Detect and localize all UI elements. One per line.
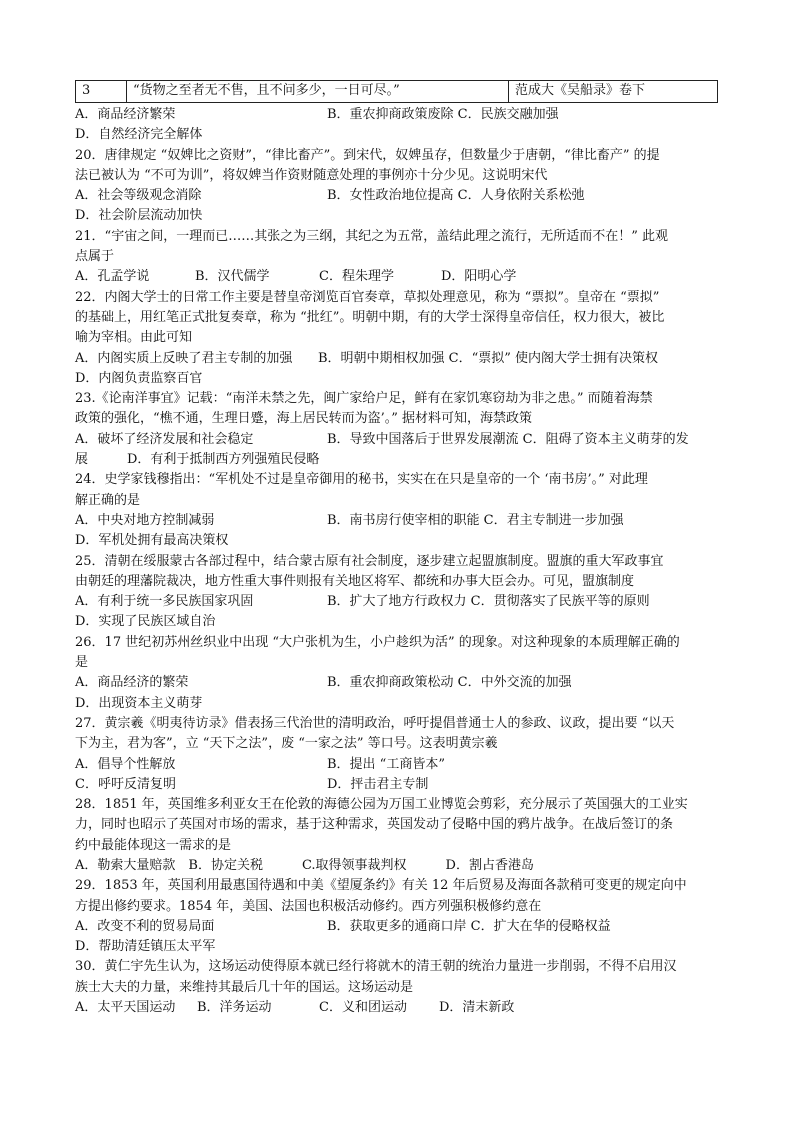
q26-stem-line2: 是 [75, 655, 89, 671]
q30-option-b[interactable]: B．洋务运动 [197, 1000, 272, 1016]
q21-option-b[interactable]: B．汉代儒学 [195, 269, 270, 285]
q27-stem-line2: 下为主，君为客”，立 “天下之法”，废 “一家之法” 等口号。这表明黄宗羲 [75, 736, 498, 752]
q22-stem-line3: 喻为宰相。由此可知 [75, 330, 193, 346]
q27-option-d[interactable]: D．抨击君主专制 [327, 776, 429, 792]
q20-stem-line2: 法已被认为 “不可为训”，将奴婢当作资财随意处理的事例亦十分少见。这说明宋代 [75, 167, 548, 183]
q29-stem-line2: 方提出修约要求。1854 年，美国、法国也积极活动修约。西方列强积极修约意在 [75, 898, 542, 914]
q20-options-row1 [75, 186, 723, 206]
q19-option-d[interactable]: D．自然经济完全解体 [75, 127, 203, 143]
q24-options-row1 [75, 511, 723, 531]
q23-stem-line2: 政策的强化，“樵不通，生理日蹙，海上居民转而为盗’。” 据材料可知，海禁政策 [75, 411, 533, 427]
q23-option-a[interactable]: A．破坏了经济发展和社会稳定 [75, 431, 254, 447]
q27-option-a[interactable]: A．倡导个性解放 [75, 756, 176, 772]
q28-options[interactable]: A．勒索大量赔款 B．协定关税 C.取得领事裁判权 D．割占香港岛 [75, 857, 534, 873]
q30-option-a[interactable]: A．太平天国运动 [75, 1000, 176, 1016]
q26-option-d[interactable]: D．出现资本主义萌芽 [75, 695, 203, 711]
q29-stem-line1: 29．1853 年，英国利用最惠国待遇和中美《望厦条约》有关 12 年后贸易及海面各款稍可变更的规定向中 [75, 878, 687, 894]
q21-option-c[interactable]: C．程朱理学 [319, 269, 394, 285]
table-cell-quote: “货物之至者无不售，且不问多少，一日可尽。” [127, 81, 509, 103]
q25-option-bc[interactable]: B．扩大了地方行政权力 C．贯彻落实了民族平等的原则 [327, 594, 650, 610]
q30-stem-line2: 族士大夫的力量，来维持其最后几十年的国运。这场运动是 [75, 979, 414, 995]
q25-option-a[interactable]: A．有利于统一多民族国家巩固 [75, 594, 254, 610]
q26-option-bc[interactable]: B．重农抑商政策松动 C．中外交流的加强 [327, 675, 572, 691]
q24-option-a[interactable]: A．中央对地方控制减弱 [75, 512, 215, 528]
q22-option-a[interactable]: A．内阁实质上反映了君主专制的加强 [75, 350, 293, 366]
q25-option-d[interactable]: D．实现了民族区域自治 [75, 614, 216, 630]
q28-stem-line1: 28．1851 年，英国维多利亚女王在伦敦的海德公园为万国工业博览会剪彩，充分展示了英国强大的工业实 [75, 797, 688, 813]
q26-stem-line1: 26．17 世纪初苏州丝织业中出现 “大户张机为生，小户趁织为活” 的现象。对这种现象的本质理解正确的 [75, 634, 680, 650]
q21-stem-line2: 点属于 [75, 249, 115, 265]
q22-options-row1 [75, 349, 723, 369]
q23-options-row1 [75, 430, 723, 450]
q22-stem-line1: 22．内阁大学士的日常工作主要是替皇帝浏览百官奏章，草拟处理意见，称为 “票拟”。皇帝在 “票拟” [75, 289, 660, 305]
q19-option-bc[interactable]: B．重农抑商政策废除 C．民族交融加强 [327, 107, 559, 122]
q21-option-a[interactable]: A．孔孟学说 [75, 269, 150, 285]
q29-options-row1 [75, 917, 723, 937]
q21-options [75, 267, 723, 287]
q24-option-bc[interactable]: B．南书房行使宰相的职能 C．君主专制进一步加强 [327, 512, 624, 528]
q22-option-d[interactable]: D．内阁负责监察百官 [75, 370, 203, 386]
q24-option-d[interactable]: D．军机处拥有最高决策权 [75, 533, 229, 549]
q23-stem-line1: 23.《论南洋事宜》记载：“南洋未禁之先，闽广家给户足，鲜有在家饥寒窃劫为非之患。” 而随着海禁 [75, 391, 653, 407]
q22-option-bc[interactable]: B．明朝中期相权加强 C．“票拟” 使内阁大学士拥有决策权 [318, 350, 659, 366]
q28-stem-line3: 约中最能体现这一需求的是 [75, 837, 232, 853]
q22-stem-line2: 的基础上，用红笔正式批复奏章，称为 “批红”。明朝中期，有的大学士深得皇帝信任，权力很大，被比 [75, 309, 665, 325]
q27-stem-line1: 27．黄宗羲《明夷待访录》借表扬三代治世的清明政治，呼吁提倡普通士人的参政、议政，提出要 “以天 [75, 715, 675, 731]
table-cell-number: 3 [76, 81, 127, 103]
question-list [75, 105, 723, 1018]
q26-option-a[interactable]: A．商品经济的繁荣 [75, 675, 189, 691]
q23-option-bc[interactable]: B．导致中国落后于世界发展潮流 C．阻碍了资本主义萌芽的发 [327, 431, 689, 447]
q29-option-d[interactable]: D．帮助清廷镇压太平军 [75, 939, 216, 955]
q27-option-b[interactable]: B．提出 “工商皆本” [327, 756, 445, 772]
q25-stem-line2: 由朝廷的理藩院裁决，地方性重大事件则报有关地区将军、都统和办事大臣会办。可见，盟旗制度 [75, 573, 635, 589]
q23-option-continuation[interactable]: 展 D．有利于抵制西方列强殖民侵略 [75, 452, 320, 468]
q30-option-d[interactable]: D．清末新政 [439, 1000, 515, 1016]
q20-option-bc[interactable]: B．女性政治地位提高 C．人身依附关系松弛 [327, 188, 585, 204]
q20-option-a[interactable]: A．社会等级观念消除 [75, 188, 202, 204]
q24-stem-line1: 24．史学家钱穆指出：“军机处不过是皇帝御用的秘书，实实在在只是皇帝的一个 ‘南书房’。” 对此理 [75, 472, 648, 488]
q20-stem-line1: 20．唐律规定 “奴婢比之资财”，“律比畜产”。到宋代，奴婢虽存，但数量少于唐朝，“律比畜产” 的提 [75, 147, 660, 163]
q28-stem-line2: 力，同时也昭示了英国对市场的需求，基于这种需求，英国发动了侵略中国的鸦片战争。在战后签订的条 [75, 817, 674, 833]
q21-stem-line1: 21．“宇宙之间，一理而已……其张之为三纲，其纪之为五常，盖结此理之流行，无所适而不在！” 此观 [75, 228, 668, 244]
q27-option-c[interactable]: C．呼吁反清复明 [75, 776, 176, 792]
q30-stem-line1: 30．黄仁宇先生认为，这场运动使得原本就已经行将就木的清王朝的统治力量进一步削弱，不得不启用汉 [75, 959, 677, 975]
q20-option-d[interactable]: D．社会阶层流动加快 [75, 208, 203, 224]
q19-options-row1 [75, 105, 723, 125]
q29-option-a[interactable]: A．改变不利的贸易局面 [75, 918, 215, 934]
q30-options [75, 998, 723, 1018]
q19-option-a[interactable]: A．商品经济繁荣 [75, 107, 176, 122]
table-cell-source: 范成大《吴船录》卷下 [509, 81, 718, 103]
q29-option-bc[interactable]: B．获取更多的通商口岸 C．扩大在华的侵略权益 [327, 918, 611, 934]
q26-options-row1 [75, 673, 723, 693]
q21-option-d[interactable]: D．阳明心学 [441, 269, 517, 285]
table-row [76, 81, 718, 103]
q30-option-c[interactable]: C．义和团运动 [319, 1000, 407, 1016]
source-table [75, 80, 718, 103]
q25-options-row1 [75, 592, 723, 612]
q27-options-row2 [75, 775, 723, 795]
q24-stem-line2: 解正确的是 [75, 492, 141, 508]
q27-options-row1 [75, 755, 723, 775]
q25-stem-line1: 25．清朝在绥服蒙古各部过程中，结合蒙古原有社会制度，逐步建立起盟旗制度。盟旗的重大军政事宜 [75, 553, 664, 569]
